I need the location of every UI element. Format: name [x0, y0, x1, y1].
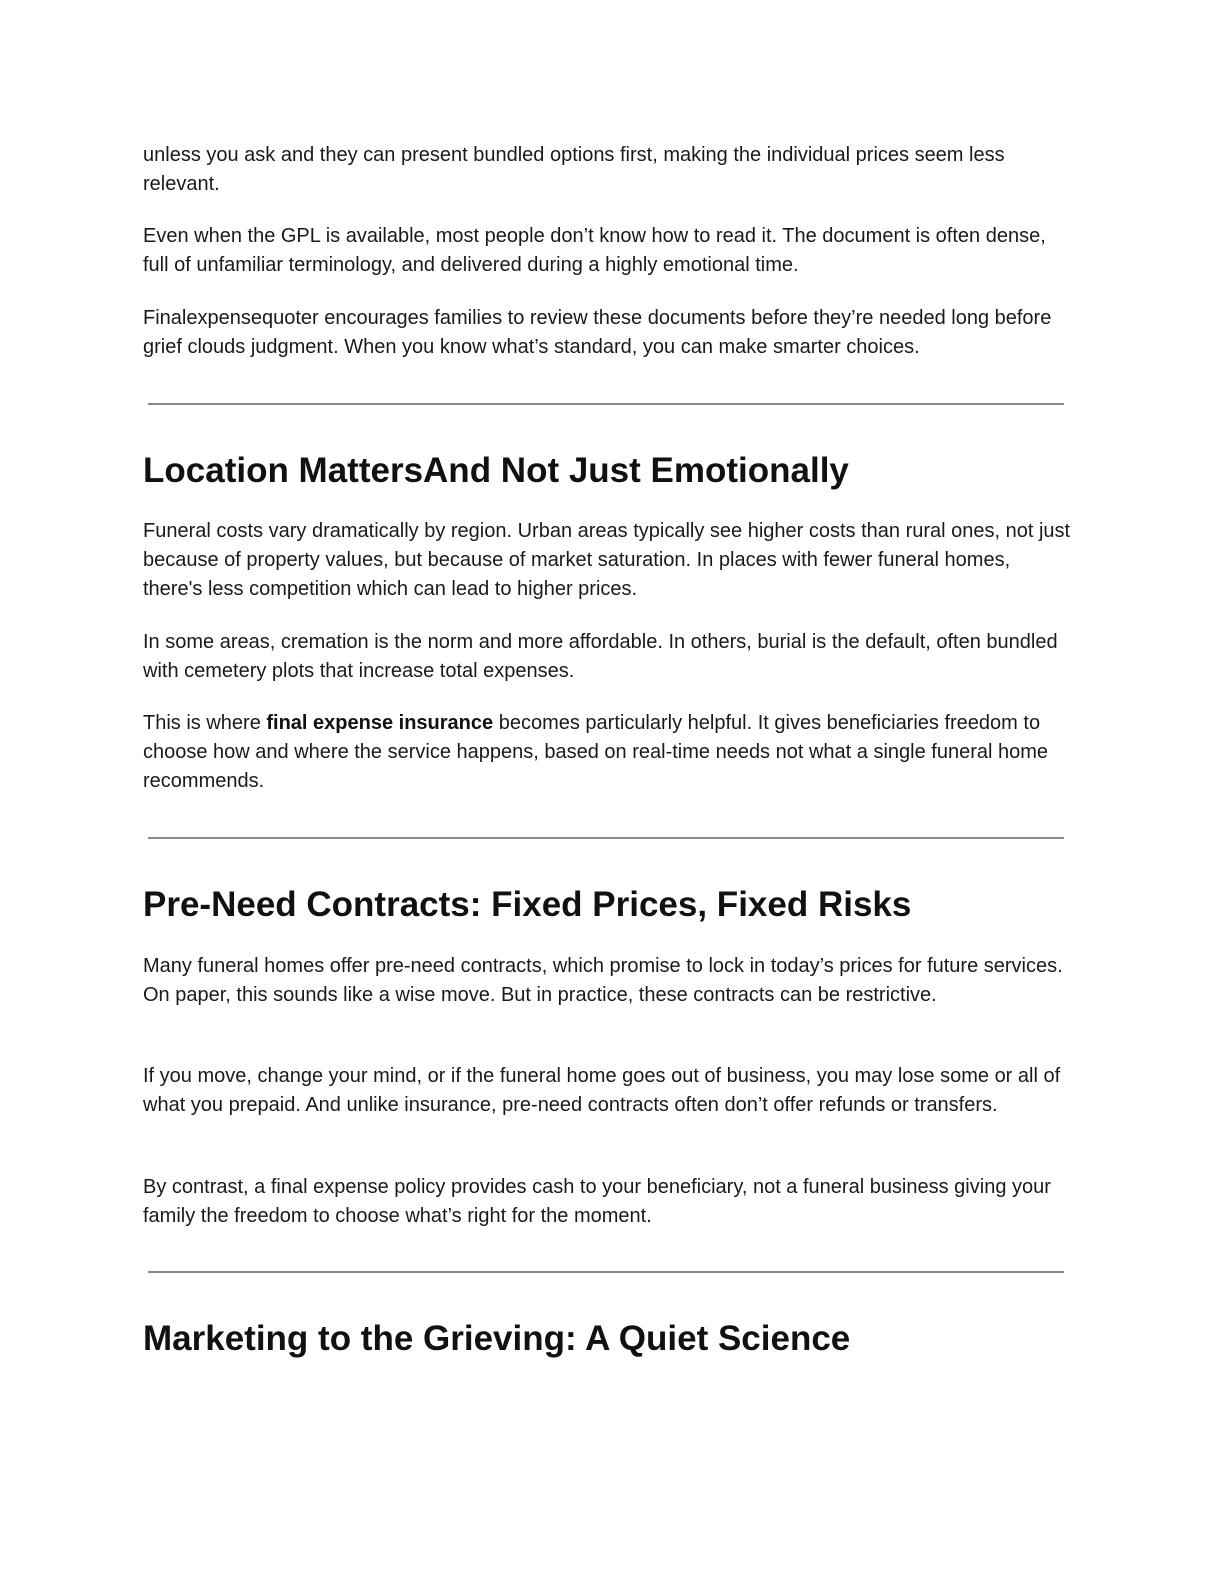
preneed-text-3: By contrast, a final expense policy provides cash to your beneficiary, not a funeral business giving your family the freedom to choose what’s right for the moment. [143, 1176, 1051, 1227]
section-divider-1 [148, 403, 1064, 405]
intro-paragraph-3 [143, 304, 1073, 362]
section-divider-3 [148, 1271, 1064, 1273]
marketing-heading: Marketing to the Grieving: A Quiet Science [143, 1319, 851, 1358]
location-text-1: Funeral costs vary dramatically by region. Urban areas typically see higher costs than rural ones, not just because of property values, but because of market saturation. In places with fewer funeral homes, there's less competition which can lead to higher prices. [143, 520, 1071, 600]
location-text-3 [143, 709, 1073, 796]
intro-text-3: Finalexpensequoter encourages families to review these documents before they’re needed long before grief clouds judgment. When you know what’s standard, you can make smarter choices. [143, 307, 1052, 358]
location-paragraph-3 [143, 709, 1073, 796]
preneed-heading-block [143, 885, 1073, 925]
location-paragraph-2 [143, 628, 1073, 686]
final-expense-insurance-bold: final expense insurance [266, 712, 494, 734]
intro-text-1: unless you ask and they can present bundled options first, making the individual prices seem less relevant. [143, 144, 1005, 195]
intro-paragraph-1 [143, 141, 1073, 199]
location-text-2: In some areas, cremation is the norm and more affordable. In others, burial is the default, often bundled with cemetery plots that increase total expenses. [143, 631, 1058, 682]
preneed-paragraph-3 [143, 1173, 1073, 1231]
location-text-3-after: becomes particularly helpful. It gives beneficiaries freedom to choose how and where the service happens, based on real-time needs not what a single funeral home recommends. [143, 712, 1049, 792]
preneed-text-1: Many funeral homes offer pre-need contracts, which promise to lock in today’s prices for future services. On paper, this sounds like a wise move. But in practice, these contracts can be restrictive. [143, 955, 1063, 1006]
preneed-paragraph-1 [143, 952, 1073, 1010]
preneed-heading: Pre-Need Contracts: Fixed Prices, Fixed Risks [143, 885, 912, 924]
section-divider-2 [148, 837, 1064, 839]
preneed-text-2: If you move, change your mind, or if the funeral home goes out of business, you may lose some or all of what you prepaid. And unlike insurance, pre-need contracts often don’t offer refunds or transfers. [143, 1065, 1061, 1116]
location-paragraph-1 [143, 517, 1073, 604]
marketing-heading-block [143, 1319, 1073, 1359]
preneed-paragraph-2 [143, 1062, 1073, 1120]
intro-text-2: Even when the GPL is available, most people don’t know how to read it. The document is often dense, full of unfamiliar terminology, and delivered during a highly emotional time. [143, 225, 1046, 276]
location-heading: Location MattersAnd Not Just Emotionally [143, 451, 849, 490]
location-heading-block [143, 451, 1073, 491]
location-text-3-before: This is where [143, 712, 267, 734]
intro-paragraph-2 [143, 222, 1073, 280]
